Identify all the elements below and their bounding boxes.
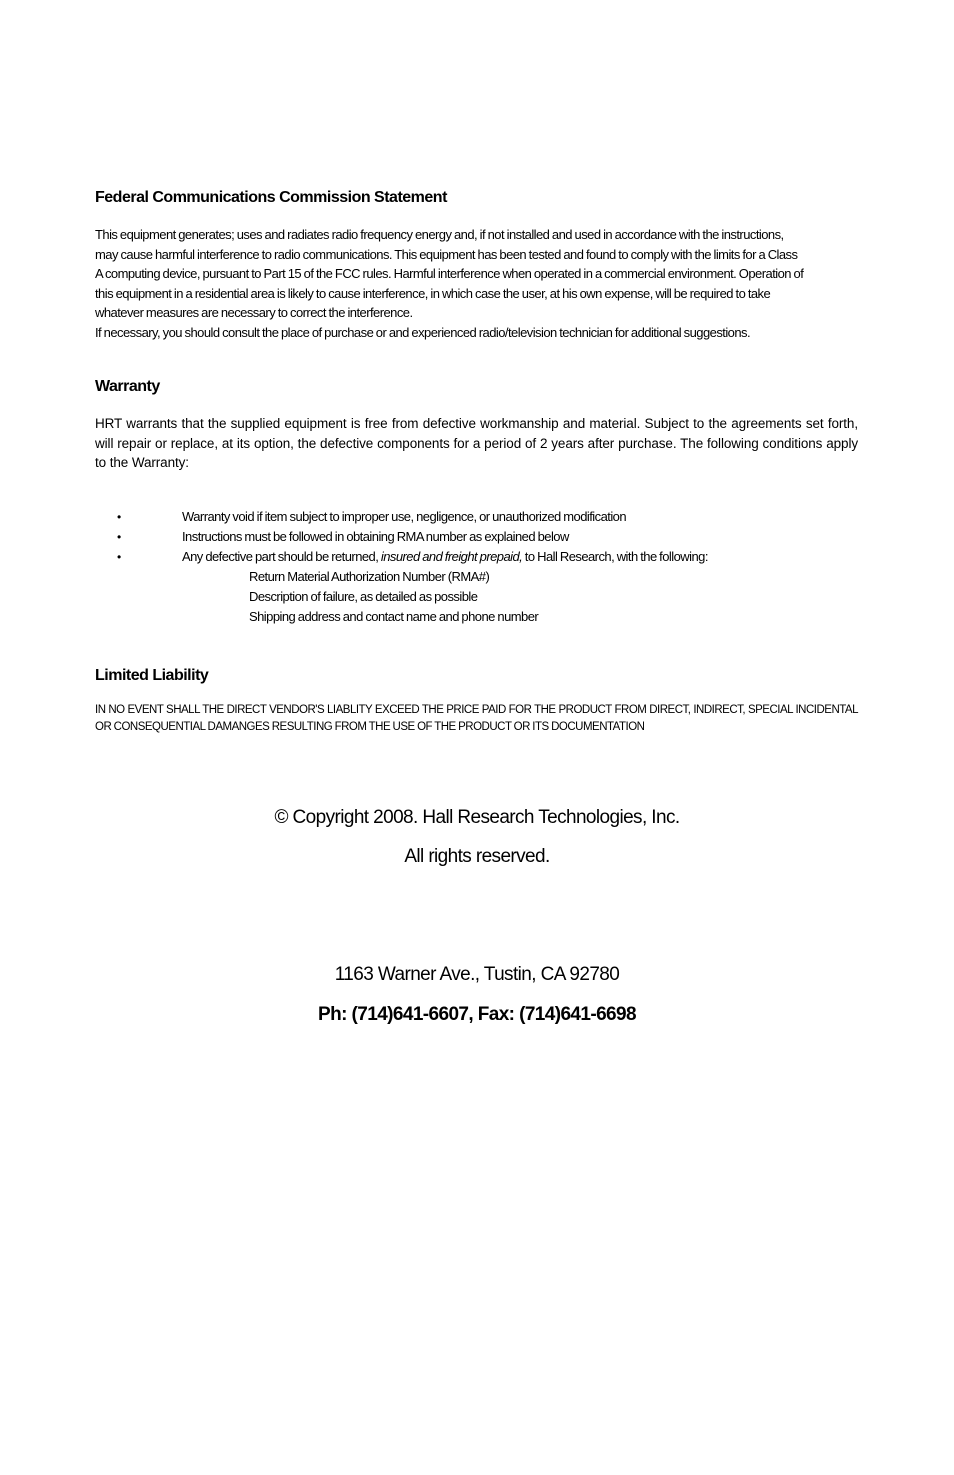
- fcc-line: A computing device, pursuant to Part 15 of the FCC rules. Harmful interference when operated in a commercial environment. Operation of: [95, 266, 804, 281]
- conditions-list: [95, 507, 858, 567]
- condition-text: to Hall Research, with the following:: [522, 549, 708, 564]
- fcc-heading: Federal Communications Commission Statement: [95, 189, 447, 206]
- bullet-icon: •: [117, 550, 121, 564]
- bullet-icon: •: [117, 530, 121, 544]
- list-item: [95, 527, 858, 547]
- condition-text: Instructions must be followed in obtaining RMA number as explained below: [182, 529, 569, 544]
- rma-sub-item: Description of failure, as detailed as possible: [249, 589, 478, 604]
- copyright-notice: © Copyright 2008. Hall Research Technologies, Inc.: [274, 807, 680, 828]
- rma-sub-item: Return Material Authorization Number (RMA#): [249, 569, 490, 584]
- liability-statement: [95, 702, 858, 736]
- fcc-line: may cause harmful interference to radio communications. This equipment has been tested and found to comply with the limits for a Class: [95, 246, 798, 262]
- fcc-line: If necessary, you should consult the place of purchase or and experienced radio/television technician for additional suggestions.: [95, 324, 751, 340]
- condition-text: Any defective part should be returned,: [182, 549, 381, 564]
- fcc-line: whatever measures are necessary to correct the interference.: [95, 305, 413, 320]
- condition-emphasis: insured and freight prepaid,: [380, 549, 523, 564]
- list-item: [95, 507, 858, 527]
- liability-paragraph: IN NO EVENT SHALL THE DIRECT VENDOR'S LIABLITY EXCEED THE PRICE PAID FOR THE PRODUCT FROM DIRECT, INDIRECT, SPECIAL INCIDENTAL OR CONSEQUENTIAL DAMANGES RESULTING FROM THE USE OF THE PRODUCT OR ITS DOCUMENTATION: [95, 704, 858, 733]
- contact-phone: Ph: (714)641-6607, Fax: (714)641-6698: [318, 1004, 636, 1025]
- fcc-line: this equipment in a residential area is likely to cause interference, in which case the user, at his own expense, will be required to take: [95, 285, 771, 301]
- bullet-icon: •: [117, 510, 121, 524]
- warranty-heading: Warranty: [95, 378, 160, 395]
- condition-text: Warranty void if item subject to improper use, negligence, or unauthorized modification: [182, 509, 627, 524]
- rights-notice: All rights reserved.: [404, 846, 550, 867]
- warranty-paragraph: HRT warrants that the supplied equipment is free from defective workmanship and material. Subject to the agreements set forth, will repair or replace, at its option, the defective components for a period of 2 years after purchase. The following conditions apply to the Warranty:: [95, 416, 858, 470]
- liability-heading: Limited Liability: [95, 667, 209, 684]
- warranty-statement: [95, 414, 858, 473]
- list-item: [95, 547, 858, 567]
- fcc-statement: [95, 225, 858, 342]
- company-address: 1163 Warner Ave., Tustin, CA 92780: [334, 964, 620, 985]
- fcc-line: This equipment generates; uses and radiates radio frequency energy and, if not installed and used in accordance with the instructions,: [95, 227, 784, 242]
- rma-sub-item: Shipping address and contact name and phone number: [249, 609, 539, 624]
- warranty-conditions: [95, 507, 858, 627]
